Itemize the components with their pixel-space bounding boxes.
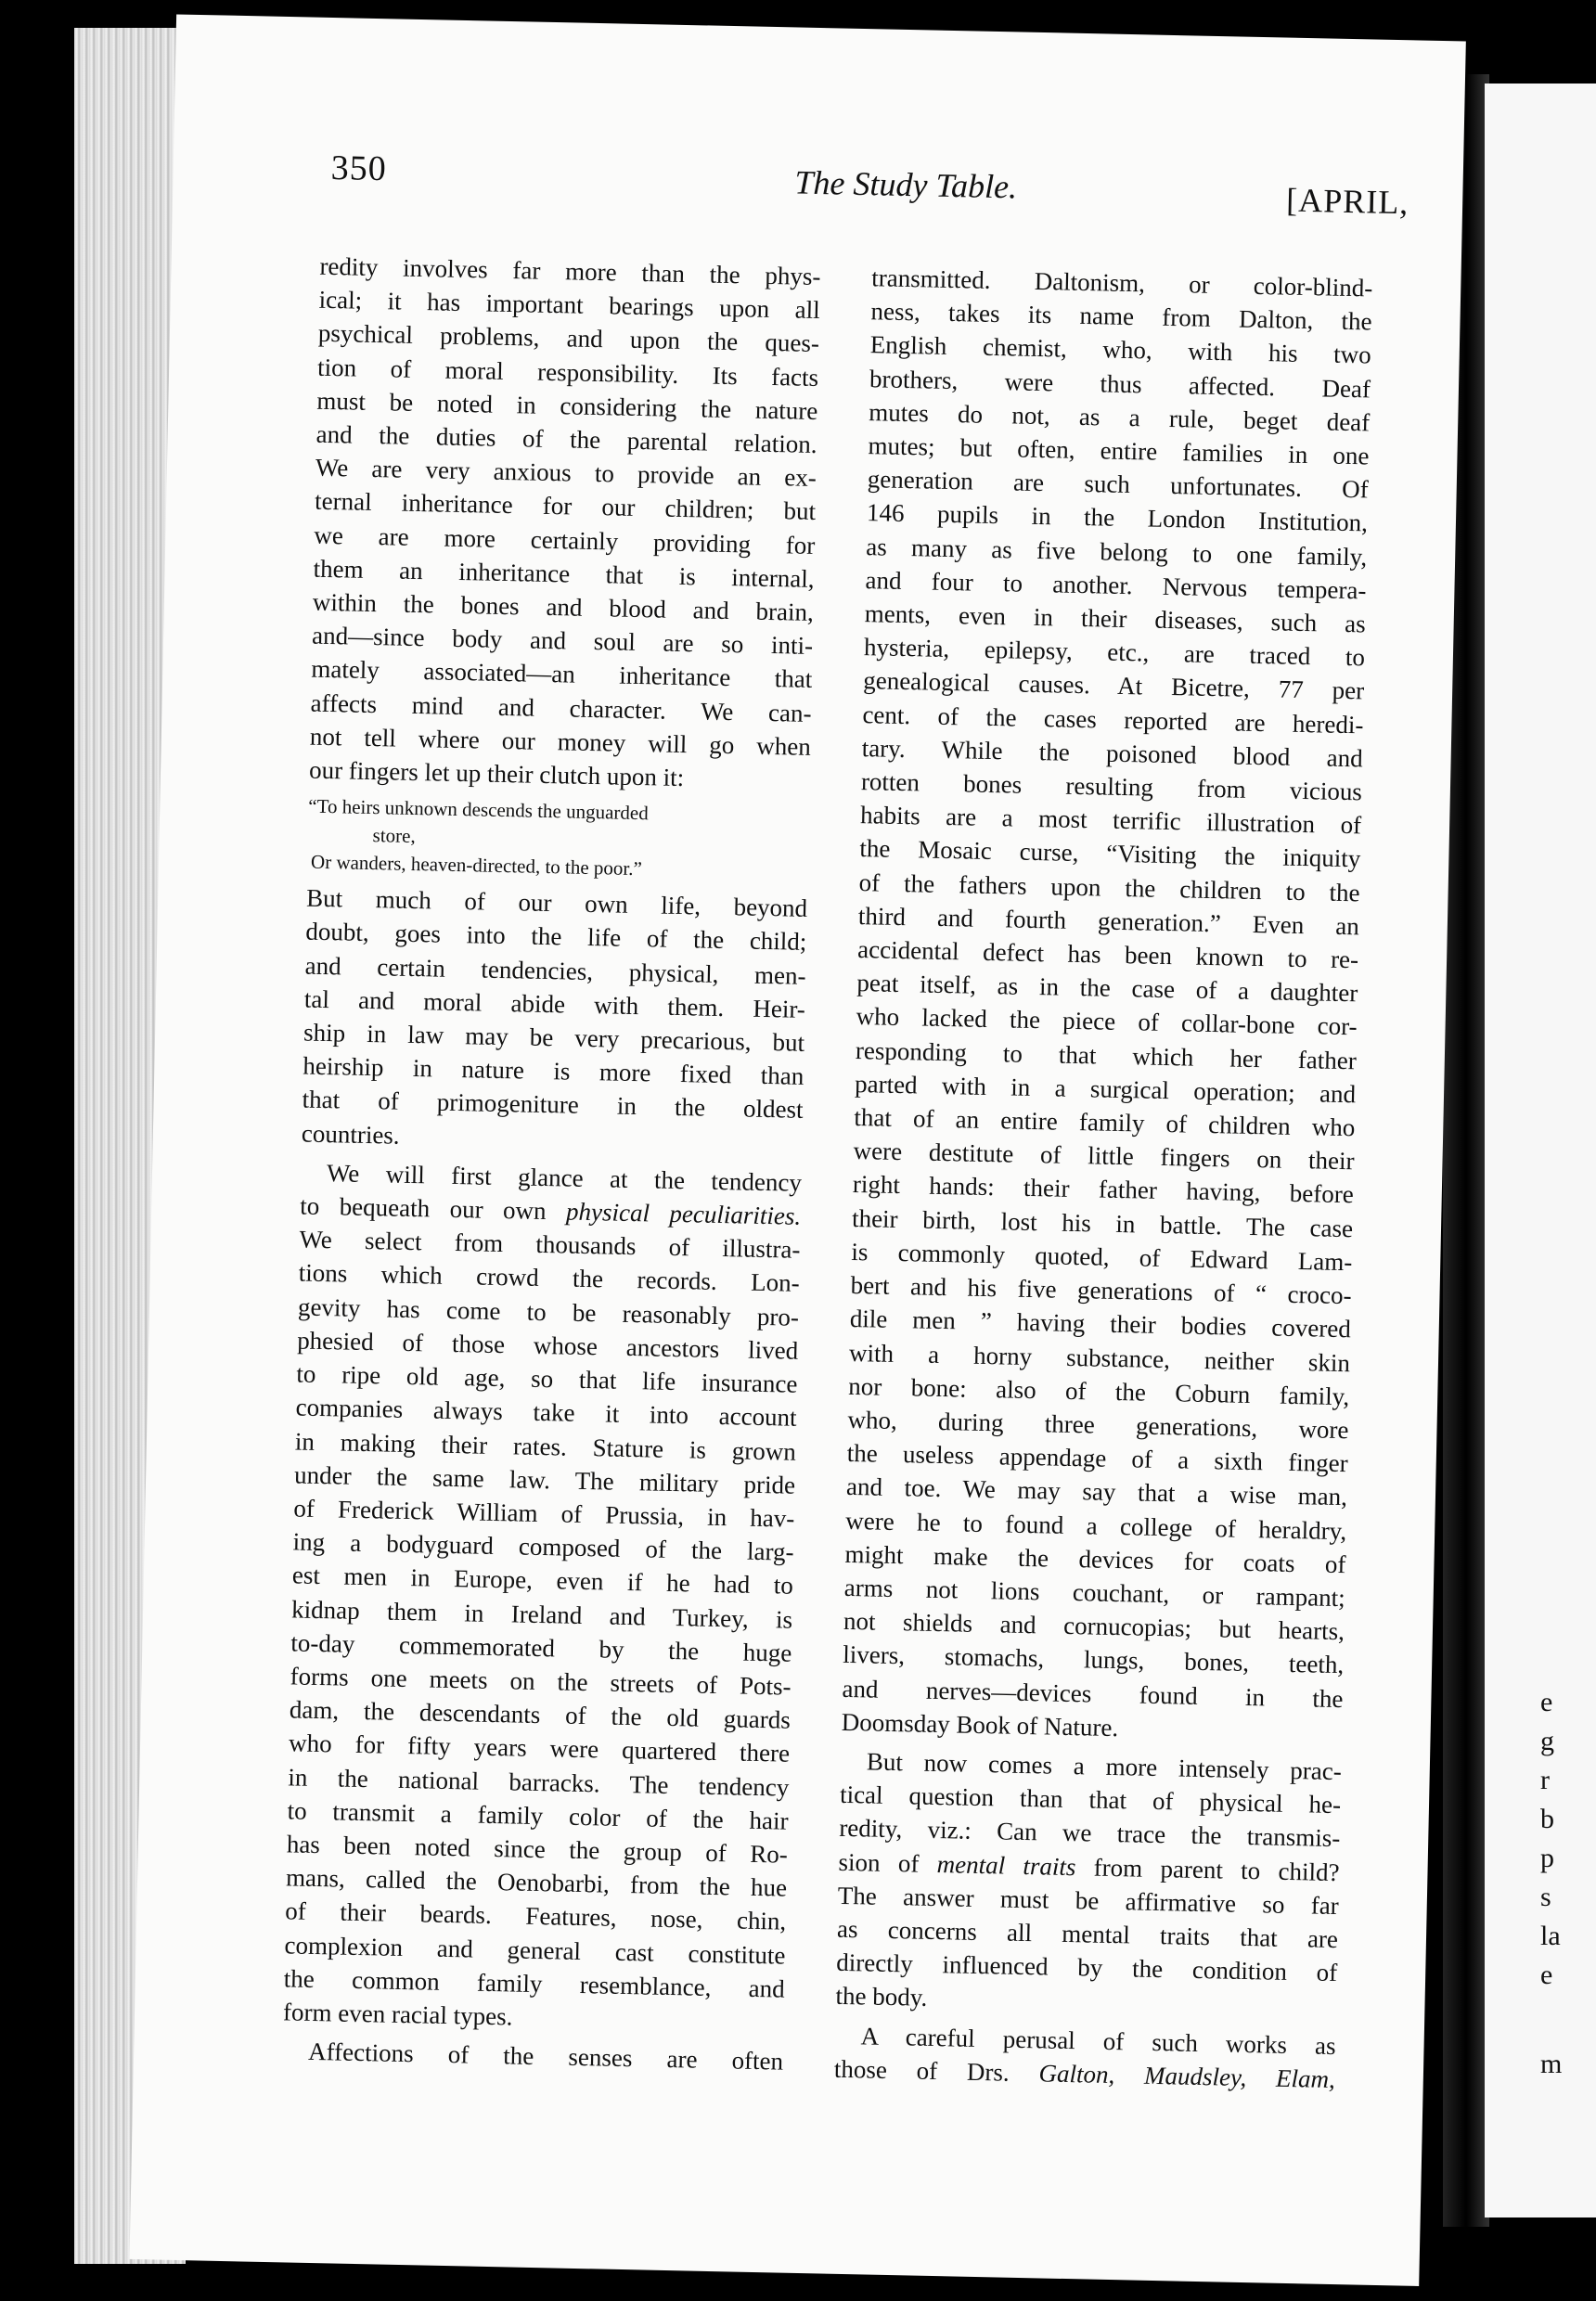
text-line: tary. While the poisoned blood and xyxy=(861,733,1363,773)
text-line: to-day commemorated by the huge xyxy=(290,1628,792,1667)
text-line: ments, even in their diseases, such as xyxy=(864,599,1366,638)
text-line: redity, viz.: Can we trace the transmis- xyxy=(839,1814,1341,1853)
text-line: of Frederick William of Prussia, in hav- xyxy=(293,1494,795,1533)
text-line: tion of moral responsibility. Its facts xyxy=(316,353,819,392)
left-column xyxy=(282,250,821,2078)
text-fragment: from parent to child? xyxy=(1075,1852,1340,1886)
facing-page-fragment: s xyxy=(1540,1882,1551,1912)
text-line: habits are a most terrific illustration of xyxy=(859,801,1362,840)
text-line: complexion and general cast constitute xyxy=(284,1930,786,1970)
text-line: to ripe old age, so that life insurance xyxy=(296,1359,798,1398)
text-line: transmitted. Daltonism, or color-blind- xyxy=(871,264,1373,302)
text-fragment: to bequeath our own xyxy=(299,1191,567,1226)
text-line: countries. xyxy=(301,1119,400,1150)
text-fragment: sion of xyxy=(838,1847,937,1878)
text-line: not tell where our money will go when xyxy=(309,722,812,761)
text-line: and nerves—devices found in the xyxy=(842,1674,1344,1713)
text-line: generation are such unfortunates. Of xyxy=(867,465,1370,504)
text-line: A careful perusal of such works as xyxy=(860,2021,1336,2060)
text-line: and toe. We may say that a wise man, xyxy=(845,1472,1348,1511)
text-line: as many as five belong to one family, xyxy=(865,532,1368,572)
page-header xyxy=(330,148,1500,227)
page-number: 350 xyxy=(330,148,388,189)
text-line: dile men ” having their bodies covered xyxy=(849,1305,1352,1343)
text-line: parted with in a surgical operation; and xyxy=(854,1069,1357,1109)
text-line: the common family resemblance, and xyxy=(283,1964,786,2003)
facing-page-fragment: p xyxy=(1540,1843,1554,1873)
text-line: were destitute of little fingers on their xyxy=(853,1137,1355,1176)
text-line: hysteria, epilepsy, etc., are traced to xyxy=(863,633,1366,672)
text-line: tions which crowd the records. Lon- xyxy=(298,1258,800,1298)
facing-page-fragment: g xyxy=(1540,1726,1554,1756)
text-line: as concerns all mental traits that are xyxy=(836,1914,1339,1954)
text-line: must be noted in considering the nature xyxy=(316,386,818,425)
text-line: the useless appendage of a sixth finger xyxy=(846,1439,1349,1478)
text-line: cent. of the cases reported are heredi- xyxy=(862,700,1364,739)
text-line: and certain tendencies, physical, men- xyxy=(304,951,806,990)
facing-page-fragment: la xyxy=(1540,1921,1561,1951)
text-line: our fingers let up their clutch upon it: xyxy=(308,755,685,792)
text-line: accidental defect has been known to re- xyxy=(856,935,1359,974)
emphasis-text: physical peculiarities. xyxy=(565,1197,802,1230)
text-line: mutes; but often, entire families in one xyxy=(868,431,1370,470)
text-line: English chemist, who, with his two xyxy=(869,330,1372,369)
text-line: est men in Europe, even if he had to xyxy=(291,1561,794,1600)
text-line: We select from thousands of illustra- xyxy=(299,1225,801,1265)
text-line: who lacked the piece of collar-bone cor- xyxy=(856,1002,1358,1041)
text-line: who, during three generations, wore xyxy=(847,1405,1349,1445)
text-line: in making their rates. Stature is grown xyxy=(294,1426,797,1466)
facing-page-fragment: m xyxy=(1540,2049,1563,2079)
running-head: The Study Table. xyxy=(794,163,1018,206)
text-line: under the same law. The military pride xyxy=(293,1460,796,1499)
text-line: tal and moral abide with them. Heir- xyxy=(303,984,806,1023)
poem-line: store, xyxy=(372,824,416,848)
text-line: phesied of those whose ancestors lived xyxy=(296,1326,799,1365)
text-fragment: those of Drs. xyxy=(833,2054,1039,2088)
facing-page-fragment: b xyxy=(1540,1804,1554,1834)
text-line: heirship in nature is more fixed than xyxy=(302,1051,804,1091)
text-line: We will first glance at the tendency xyxy=(326,1158,803,1197)
text-line: companies always take it into account xyxy=(295,1393,797,1433)
text-line: is commonly quoted, of Edward Lam- xyxy=(851,1237,1353,1277)
month-head: [APRIL, xyxy=(1285,181,1409,222)
text-line: them an inheritance that is internal, xyxy=(313,554,815,593)
text-line: gevity has come to be reasonably pro- xyxy=(297,1292,800,1331)
text-line: affects mind and character. We can- xyxy=(310,688,812,727)
text-line: that of primogeniture in the oldest xyxy=(302,1086,804,1125)
text-line: ship in law may be very precarious, but xyxy=(302,1018,805,1057)
text-line: forms one meets on the streets of Pots- xyxy=(290,1662,792,1701)
text-line: we are more certainly providing for xyxy=(314,521,816,559)
poem-line: “To heirs unknown descends the unguarded xyxy=(308,794,649,825)
text-line: form even racial types. xyxy=(282,1998,513,2031)
poem-line: Or wanders, heaven-directed, to the poor.” xyxy=(310,850,643,881)
text-line: mutes do not, as a rule, beget deaf xyxy=(869,397,1371,437)
text-line: the body. xyxy=(835,1982,928,2012)
text-line: livers, stomachs, lungs, bones, teeth, xyxy=(842,1640,1345,1679)
text-line: The answer must be affirmative so far xyxy=(837,1881,1340,1920)
facing-page-fragment: e xyxy=(1540,1960,1553,1990)
text-line: psychical problems, and upon the ques- xyxy=(317,319,820,358)
text-line: ternal inheritance for our children; but xyxy=(314,487,817,526)
text-line: redity involves far more than the phys- xyxy=(319,251,821,291)
right-column xyxy=(834,261,1373,2096)
text-line: But now comes a more intensely prac- xyxy=(866,1747,1343,1786)
text-line: But much of our own life, beyond xyxy=(305,883,808,923)
text-line: and—since body and soul are so inti- xyxy=(311,621,814,661)
text-line: with a horny substance, neither skin xyxy=(848,1338,1351,1377)
text-line: nor bone: also of the Coburn family, xyxy=(848,1371,1350,1410)
text-line: right hands: their father having, before xyxy=(852,1170,1355,1209)
text-line: within the bones and blood and brain, xyxy=(312,587,815,626)
text-line: in the national barracks. The tendency xyxy=(288,1762,790,1802)
text-line: were he to found a college of heraldry, xyxy=(845,1506,1347,1545)
text-line: might make the devices for coats of xyxy=(844,1539,1346,1578)
text-line: ing a bodyguard composed of the larg- xyxy=(292,1527,794,1566)
text-line: ness, takes its name from Dalton, the xyxy=(870,297,1372,336)
text-line: mans, called the Oenobarbi, from the hue xyxy=(285,1863,788,1902)
text-line: ical; it has important bearings upon all xyxy=(318,285,820,325)
facing-page-fragment: e xyxy=(1540,1687,1553,1717)
text-line: mately associated—an inheritance that xyxy=(311,655,813,694)
text-line: tical question than that of physical he- xyxy=(839,1780,1342,1819)
text-line: kidnap them in Ireland and Turkey, is xyxy=(290,1594,793,1634)
text-line: responding to that which her father xyxy=(855,1035,1358,1074)
emphasis-text: Galton, Maudsley, Elam, xyxy=(1038,2059,1336,2093)
text-line: to transmit a family color of the hair xyxy=(287,1796,789,1835)
text-line: third and fourth generation.” Even an xyxy=(857,901,1360,941)
text-line: doubt, goes into the life of the child; xyxy=(305,918,807,957)
text-line: genealogical causes. At Bicetre, 77 per xyxy=(862,666,1365,705)
text-line: and the duties of the parental relation. xyxy=(315,419,817,459)
page-sheet xyxy=(129,14,1465,2286)
text-line: brothers, were thus affected. Deaf xyxy=(869,364,1371,404)
text-line: has been noted since the group of Ro- xyxy=(286,1830,789,1869)
text-line: Doomsday Book of Nature. xyxy=(841,1707,1119,1742)
emphasis-text: mental traits xyxy=(936,1849,1076,1881)
text-line: arms not lions couchant, or rampant; xyxy=(843,1573,1346,1613)
text-line: We are very anxious to provide an ex- xyxy=(315,453,817,493)
text-line: 146 pupils in the London Institution, xyxy=(866,498,1369,537)
text-line: their birth, lost his in battle. The case xyxy=(851,1203,1354,1242)
text-line: directly influenced by the condition of xyxy=(836,1947,1338,1987)
text-line: peat itself, as in the case of a daughter xyxy=(856,969,1358,1008)
text-line: of their beards. Features, nose, chin, xyxy=(285,1896,787,1935)
facing-page-fragment: r xyxy=(1540,1765,1550,1795)
text-line: dam, the descendants of the old guards xyxy=(289,1695,792,1734)
text-line: of the fathers upon the children to the xyxy=(858,868,1360,907)
text-line: Affections of the senses are often xyxy=(307,2037,784,2076)
text-line: rotten bones resulting from vicious xyxy=(860,767,1363,806)
text-line: not shields and cornucopias; but hearts, xyxy=(843,1607,1345,1646)
text-line: bert and his five generations of “ croco- xyxy=(850,1271,1352,1310)
text-line: and four to another. Nervous tempera- xyxy=(865,565,1367,605)
text-line: the Mosaic curse, “Visiting the iniquity xyxy=(859,834,1361,873)
text-line: that of an entire family of children who xyxy=(854,1103,1356,1142)
text-line: who for fifty years were quartered there xyxy=(288,1729,791,1768)
